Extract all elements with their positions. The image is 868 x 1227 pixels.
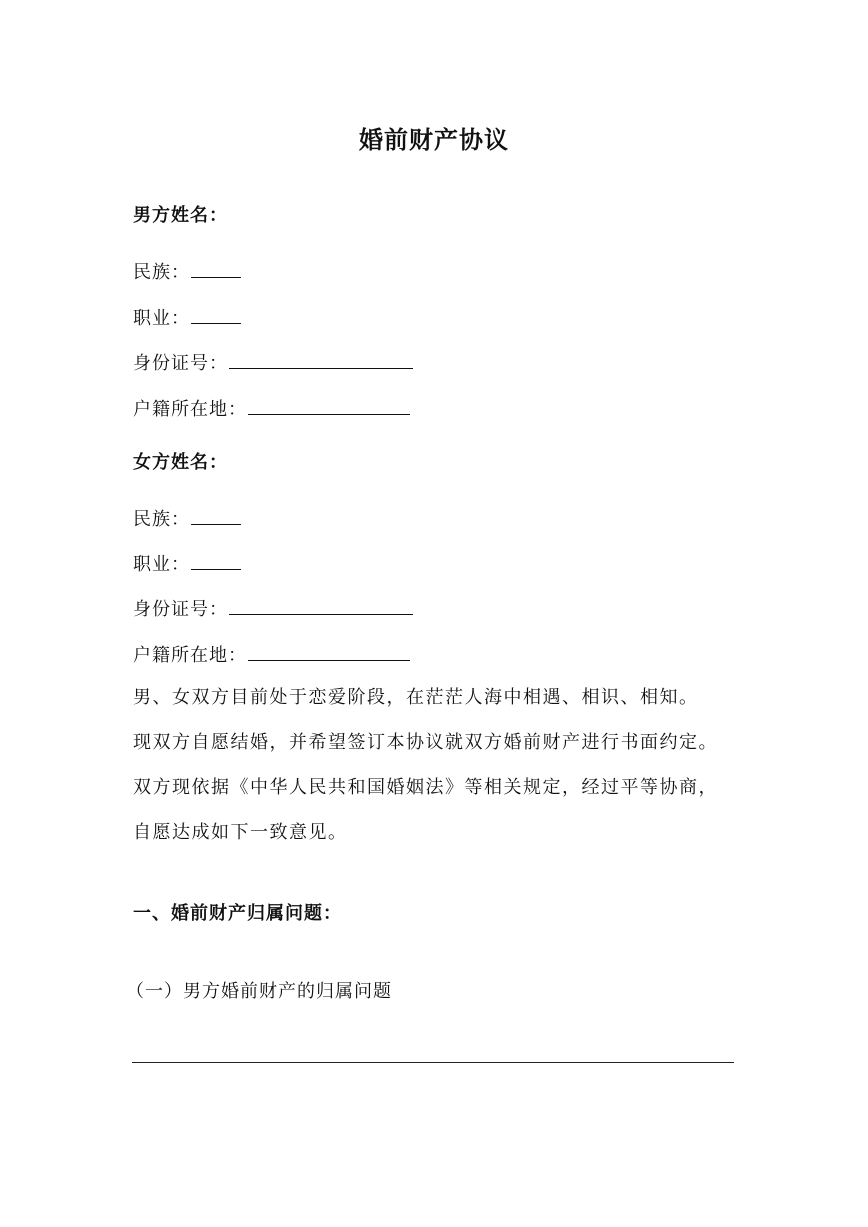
female-ethnicity-blank[interactable] [191,506,241,525]
male-occupation-label: 职业： [133,308,190,329]
male-id-row [133,350,413,376]
intro-line: 男、女双方目前处于恋爱阶段，在茫茫人海中相遇、相识、相知。 [133,687,699,708]
female-occupation-row [133,551,241,577]
male-occupation-blank[interactable] [191,305,241,324]
document-title: 婚前财产协议 [359,125,509,154]
intro-line: 现双方自愿结婚，并希望签订本协议就双方婚前财产进行书面约定。 [133,732,718,753]
female-hukou-blank[interactable] [248,642,410,661]
male-ethnicity-row [133,259,241,285]
female-id-row [133,596,413,622]
male-ethnicity-label: 民族： [133,262,190,283]
female-ethnicity-row [133,506,241,532]
female-ethnicity-label: 民族： [133,509,190,530]
male-hukou-blank[interactable] [248,396,410,415]
male-ethnicity-blank[interactable] [191,259,241,278]
female-occupation-label: 职业： [133,554,190,575]
male-occupation-row [133,305,241,331]
female-hukou-label: 户籍所在地： [133,645,247,666]
fill-in-line[interactable] [132,1062,734,1063]
female-id-label: 身份证号： [133,599,228,620]
intro-line: 双方现依据《中华人民共和国婚姻法》等相关规定，经过平等协商， [133,777,718,798]
male-id-label: 身份证号： [133,353,228,374]
female-occupation-blank[interactable] [191,551,241,570]
male-name-heading: 男方姓名： [133,205,228,226]
male-id-blank[interactable] [229,350,413,369]
intro-line: 自愿达成如下一致意见。 [133,822,348,843]
section-1-subheading: （一）男方婚前财产的归属问题 [126,981,392,1002]
female-hukou-row [133,642,410,668]
female-id-blank[interactable] [229,596,413,615]
intro-paragraph [133,675,753,855]
female-name-heading: 女方姓名： [133,452,228,473]
male-hukou-label: 户籍所在地： [133,399,247,420]
section-1-heading: 一、婚前财产归属问题： [133,903,342,924]
male-hukou-row [133,396,410,422]
